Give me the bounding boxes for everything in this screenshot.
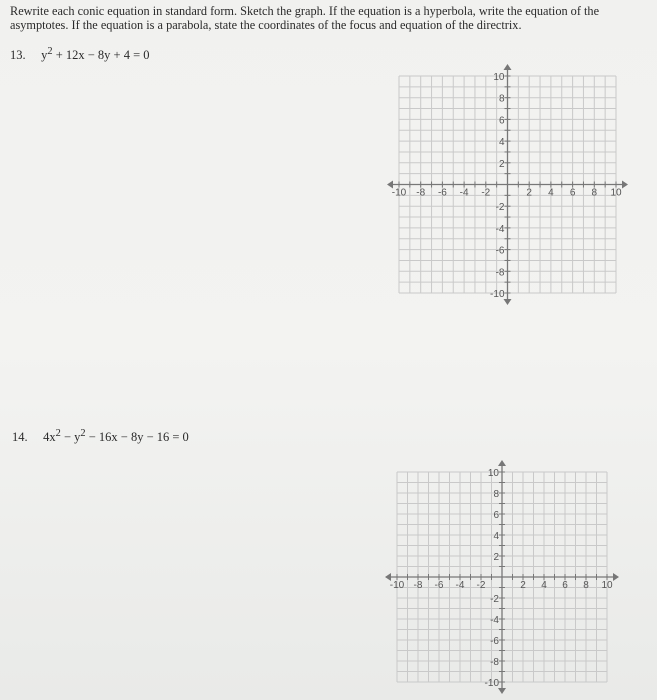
coordinate-grid-13: [380, 60, 640, 310]
coordinate-grid-14: [378, 455, 638, 700]
y-tick-label: 8: [498, 93, 505, 105]
x-tick-label: 6: [562, 580, 568, 591]
y-tick-label: 6: [493, 510, 499, 521]
x-tick-label: -2: [476, 580, 486, 591]
problem-equation: $4x^2 - y^2 - 16x - 8y - 16 = 0$: [43, 428, 189, 445]
y-tick-label: -8: [490, 657, 499, 668]
y-tick-label: -10: [490, 289, 505, 300]
y-tick-label: 10: [487, 468, 499, 479]
x-tick-label: -4: [455, 580, 465, 591]
x-tick-label: -10: [391, 187, 407, 199]
x-axis-arrow-right-icon: [613, 573, 619, 581]
problem-number: 14.: [12, 430, 28, 445]
y-tick-label: -6: [490, 636, 499, 647]
problem-number: 13.: [10, 48, 26, 63]
x-tick-label: 4: [548, 187, 554, 199]
x-tick-label: 6: [569, 187, 576, 199]
y-axis-arrow-down-icon: [498, 688, 506, 694]
y-tick-label: 2: [493, 552, 499, 563]
problem-equation: $y^2 + 12x - 8y + 4 = 0$: [41, 46, 150, 63]
y-tick-label: -4: [495, 223, 505, 235]
y-tick-label: -10: [484, 678, 499, 689]
y-tick-label: -2: [490, 594, 499, 605]
x-tick-label: -4: [459, 187, 469, 199]
y-axis-arrow-down-icon: [504, 299, 512, 305]
x-tick-label: 8: [591, 187, 598, 199]
y-axis-arrow-up-icon: [498, 460, 506, 466]
y-tick-label: -4: [490, 615, 499, 626]
problem-13: [10, 46, 150, 63]
x-tick-label: 2: [526, 187, 532, 199]
x-tick-label: 10: [610, 187, 622, 199]
x-tick-label: -2: [481, 187, 491, 199]
x-tick-label: 2: [520, 580, 526, 591]
y-tick-label: 2: [498, 158, 505, 170]
x-tick-label: -6: [437, 187, 447, 199]
x-tick-label: -6: [434, 580, 444, 591]
y-axis-arrow-up-icon: [504, 64, 512, 70]
y-tick-label: 6: [498, 115, 505, 127]
x-tick-label: 10: [601, 580, 613, 591]
y-tick-label: 4: [498, 137, 505, 149]
x-axis-arrow-right-icon: [622, 181, 628, 189]
y-tick-label: 8: [493, 489, 499, 500]
x-tick-label: -8: [413, 580, 423, 591]
x-tick-label: -10: [389, 580, 405, 591]
x-tick-label: 4: [541, 580, 547, 591]
y-tick-label: -6: [495, 245, 505, 257]
y-tick-label: 10: [493, 72, 505, 83]
y-tick-label: -2: [495, 202, 505, 214]
y-tick-label: -8: [495, 267, 505, 279]
problem-14: [12, 428, 189, 445]
instructions: Rewrite each conic equation in standard form. Sketch the graph. If the equation is a hyperbola, write the equation of the asymptotes. If the equation is a parabola, state the coordinates of the focus and equation of the directrix.: [10, 4, 600, 32]
x-tick-label: -8: [416, 187, 426, 199]
y-tick-label: 4: [493, 531, 499, 542]
x-tick-label: 8: [583, 580, 589, 591]
